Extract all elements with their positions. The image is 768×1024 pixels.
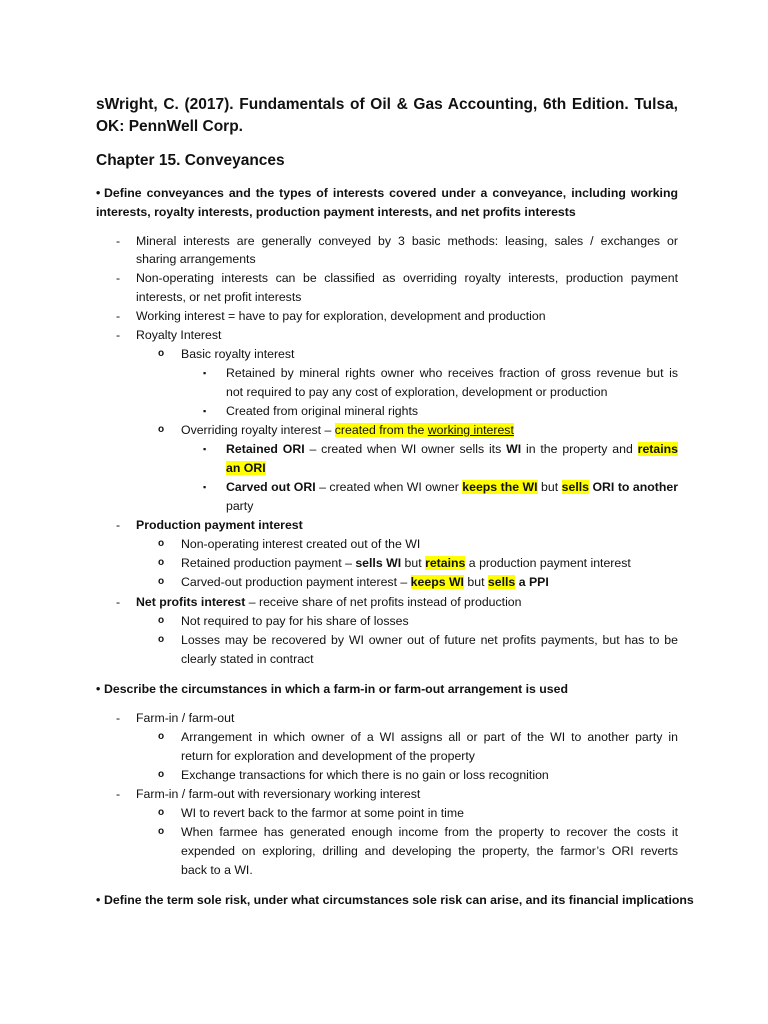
bold-text: Retained ORI [226,442,305,456]
sub-item: Losses may be recovered by WI owner out of future net profits payments, but has to be [181,633,678,647]
sub-item: WI to revert back to the farmor at some point in time [181,806,464,820]
sub-item-cont: expended on exploring, drilling and developing the property, the farmor’s ORI reverts [181,844,678,858]
circle-marker: o [158,538,165,549]
circle-marker: o [158,348,165,359]
bold-text: Net profits interest [136,595,246,609]
text-run: Retained production payment – [181,556,356,570]
dash-marker: - [116,711,121,725]
bullet-marker: • [96,682,101,696]
circle-marker: o [158,826,165,837]
circle-marker: o [158,807,165,818]
highlighted-text: retains [425,556,466,570]
list-item-cont: sharing arrangements [136,252,256,266]
text-run: Overriding royalty interest – [181,423,335,437]
highlighted-text: an ORI [226,461,266,475]
list-item: Working interest = have to pay for exploration, development and production [136,309,546,323]
chapter-title: Chapter 15. Conveyances [96,152,285,169]
sub-item: Exchange transactions for which there is no gain or loss recognition [181,768,549,782]
sub-item: Non-operating interest created out of the WI [181,537,421,551]
circle-marker: o [158,634,165,645]
text-run: – created when WI owner [315,480,463,494]
square-marker: ▪ [203,406,207,416]
highlighted-text [335,423,514,437]
sub-item: Basic royalty interest [181,347,295,361]
section-heading-1: Define conveyances and the types of interests covered under a conveyance, including working [104,186,678,200]
bold-text: Carved out ORI [226,480,316,494]
bold-text: sells WI [355,556,402,570]
text-run: in the property and [521,442,638,456]
text-run: – created when WI owner sells its [304,442,507,456]
square-marker: ▪ [203,368,207,378]
circle-marker: o [158,557,165,568]
dash-marker: - [116,328,121,342]
list-item-royalty: Royalty Interest [136,328,222,342]
list-item: Non-operating interests can be classified as overriding royalty interests, production payment [136,271,678,285]
circle-marker: o [158,731,165,742]
square-marker: ▪ [203,444,207,454]
sub-item-cont: return for exploration and development of the property [181,749,475,763]
bullet-marker: • [96,893,101,907]
section-heading-1-cont: interests, royalty interests, production payment interests, and net profits interests [96,205,576,219]
list-item-farm: Farm-in / farm-out [136,711,235,725]
text-run: but [463,575,488,589]
dash-marker: - [116,787,121,801]
text-run: – receive share of net profits instead of production [245,595,522,609]
sub-item [181,573,549,591]
citation: sWright, C. (2017). Fundamentals of Oil & Gas Accounting, 6th Edition. Tulsa, OK: PennWell Corp. [96,96,678,135]
bullet-marker: • [96,186,101,200]
sub-item-cont: clearly stated in contract [181,652,314,666]
highlighted-text: retains [637,442,678,456]
sub-item [181,554,631,572]
square-marker: ▪ [203,482,207,492]
circle-marker: o [158,576,165,587]
text-run: created from the [334,423,428,437]
bold-text: a PPI [515,575,549,589]
sub-sub-item-cont: party [226,499,254,513]
sub-item: When farmee has generated enough income from the property to recover the costs it [181,825,678,839]
bold-text: ORI to another [589,480,678,494]
list-item-cont: interests, or net profit interests [136,290,302,304]
list-item-farm-reversionary: Farm-in / farm-out with reversionary working interest [136,787,421,801]
list-item: Mineral interests are generally conveyed by 3 basic methods: leasing, sales / exchanges or [136,234,678,248]
text-run: but [537,480,562,494]
sub-sub-item-cont: not required to pay any cost of exploration, development or production [226,385,608,399]
section-heading-3: Define the term sole risk, under what circumstances sole risk can arise, and its financial implications [104,893,694,907]
highlighted-text: sells [561,480,589,494]
sub-item: Arrangement in which owner of a WI assigns all or part of the WI to another party in [181,730,678,744]
sub-sub-item [226,478,678,496]
text-run: but [401,556,426,570]
text-run: a production payment interest [465,556,631,570]
dash-marker: - [116,518,121,532]
circle-marker: o [158,769,165,780]
sub-item [181,421,514,439]
section-heading-2: Describe the circumstances in which a farm-in or farm-out arrangement is used [104,682,568,696]
bold-text: WI [506,442,522,456]
circle-marker: o [158,615,165,626]
dash-marker: - [116,271,121,285]
list-item-production-payment: Production payment interest [136,518,303,532]
sub-item-cont: back to a WI. [181,863,253,877]
list-item-net-profits [136,593,522,611]
circle-marker: o [158,424,165,435]
underlined-text: working interest [427,423,514,437]
sub-sub-item: Retained by mineral rights owner who receives fraction of gross revenue but is [226,366,678,380]
sub-sub-item-cont [226,459,266,477]
sub-sub-item: Created from original mineral rights [226,404,419,418]
dash-marker: - [116,234,121,248]
sub-item: Not required to pay for his share of losses [181,614,409,628]
dash-marker: - [116,595,121,609]
highlighted-text: keeps the WI [462,480,538,494]
text-run: Carved-out production payment interest – [181,575,411,589]
highlighted-text: keeps WI [410,575,464,589]
dash-marker: - [116,309,121,323]
sub-sub-item [226,440,678,458]
highlighted-text: sells [487,575,516,589]
